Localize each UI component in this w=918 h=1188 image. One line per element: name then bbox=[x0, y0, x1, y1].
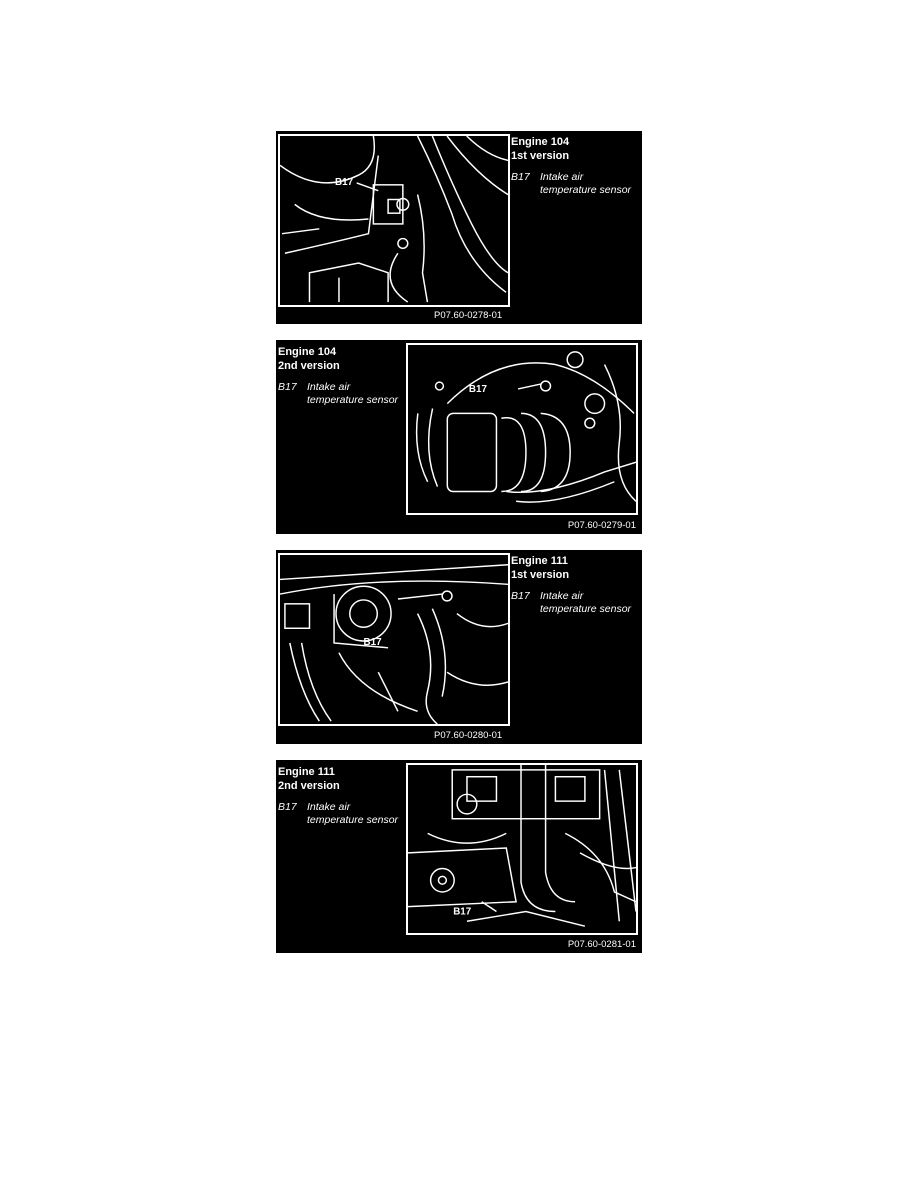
version-title: 2nd version bbox=[278, 360, 340, 372]
legend-code: B17 bbox=[511, 590, 530, 602]
legend-item bbox=[278, 801, 402, 827]
legend-text: Intake air temperature sensor bbox=[307, 801, 399, 826]
engine-drawing bbox=[406, 343, 638, 515]
figure-caption bbox=[278, 765, 402, 827]
legend-code: B17 bbox=[278, 801, 297, 813]
figure-number: P07.60-0279-01 bbox=[567, 520, 636, 531]
version-title: 2nd version bbox=[278, 780, 340, 792]
callout-b17: B17 bbox=[335, 176, 354, 188]
legend-text: Intake air temperature sensor bbox=[540, 590, 632, 615]
figure-caption bbox=[278, 345, 402, 407]
engine-title: Engine 111 bbox=[278, 766, 335, 778]
legend-text: Intake air temperature sensor bbox=[540, 171, 632, 196]
figure-engine-111-2nd bbox=[276, 760, 642, 953]
engine-title: Engine 104 bbox=[511, 136, 570, 148]
legend-item bbox=[278, 381, 402, 407]
version-title: 1st version bbox=[511, 150, 570, 162]
figure-engine-111-1st bbox=[276, 550, 642, 744]
engine-drawing bbox=[406, 763, 638, 935]
figure-caption bbox=[511, 135, 635, 197]
engine-title: Engine 104 bbox=[278, 346, 337, 358]
legend-code: B17 bbox=[511, 171, 530, 183]
figure-number: P07.60-0280-01 bbox=[434, 730, 503, 741]
engine-drawing bbox=[278, 553, 510, 726]
figure-caption bbox=[511, 554, 635, 616]
callout-b17: B17 bbox=[363, 636, 382, 648]
figure-engine-104-2nd bbox=[276, 340, 642, 534]
legend-item bbox=[511, 590, 635, 616]
legend-code: B17 bbox=[278, 381, 297, 393]
callout-b17: B17 bbox=[468, 383, 487, 395]
legend-text: Intake air temperature sensor bbox=[307, 381, 399, 406]
engine-drawing bbox=[278, 134, 510, 307]
engine-title: Engine 111 bbox=[511, 555, 568, 567]
figure-number: P07.60-0281-01 bbox=[567, 939, 636, 950]
legend-item bbox=[511, 171, 635, 197]
figure-engine-104-1st bbox=[276, 131, 642, 324]
figure-number: P07.60-0278-01 bbox=[434, 310, 503, 321]
callout-b17: B17 bbox=[453, 906, 472, 918]
version-title: 1st version bbox=[511, 569, 570, 581]
